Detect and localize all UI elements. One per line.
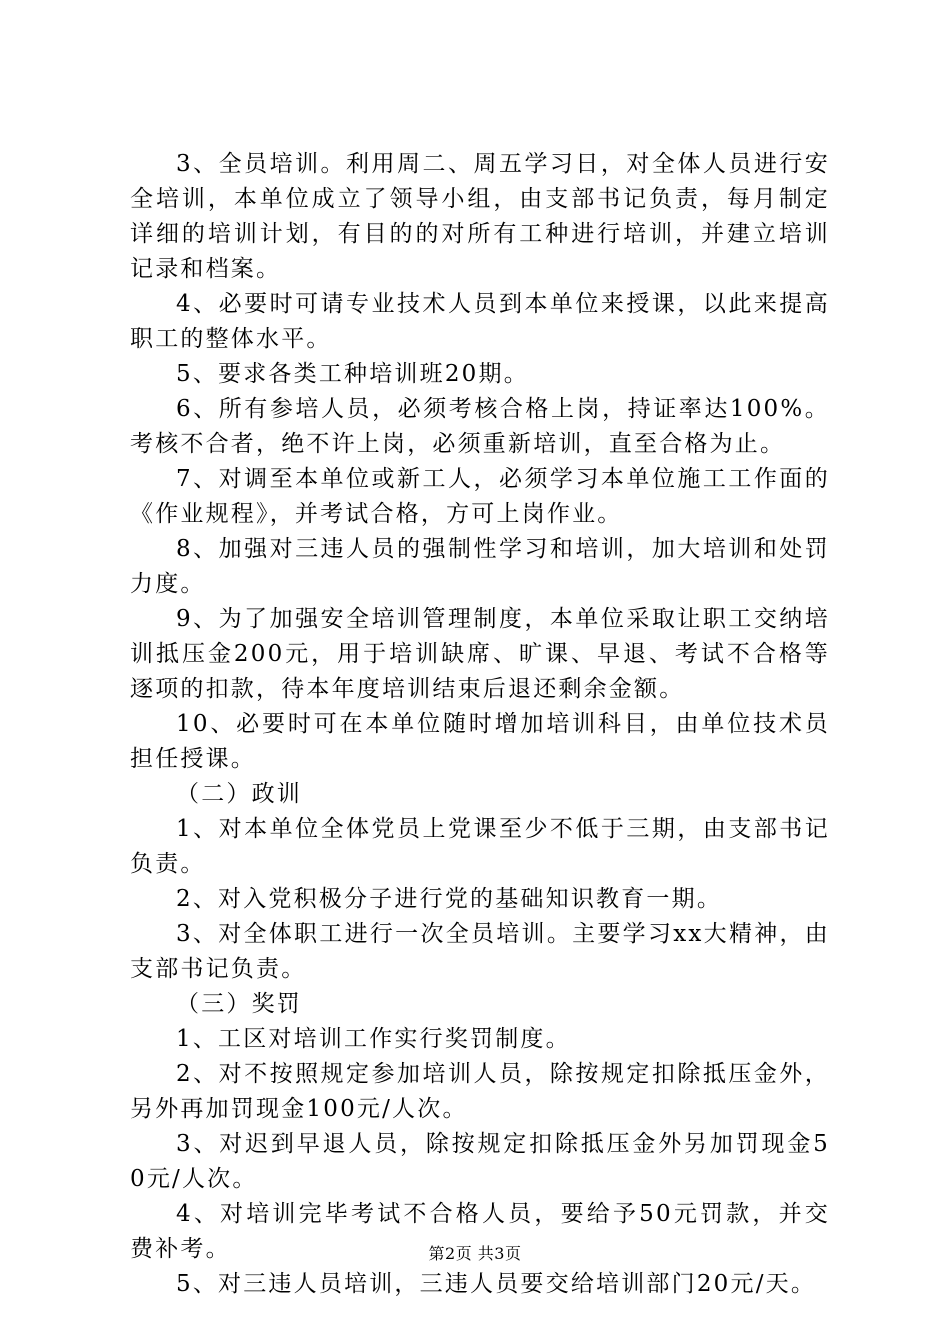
paragraph-training-7: 7、对调至本单位或新工人，必须学习本单位施工工作面的《作业规程》，并考试合格，方可上岗作业。	[130, 466, 830, 527]
paragraph-rewards-4: 4、对培训完毕考试不合格人员，要给予50元罚款，并交费补考。	[130, 1201, 830, 1262]
paragraph-training-9: 9、为了加强安全培训管理制度，本单位采取让职工交纳培训抵压金200元，用于培训缺席、旷课、早退、考试不合格等逐项的扣款，待本年度培训结束后退还剩余金额。	[130, 606, 830, 702]
section-heading-political-training: （二）政训	[176, 781, 302, 807]
document-body	[130, 147, 830, 1302]
paragraph-training-4: 4、必要时可请专业技术人员到本单位来授课，以此来提高职工的整体水平。	[130, 291, 830, 352]
paragraph-training-6: 6、所有参培人员，必须考核合格上岗，持证率达100%。考核不合者，绝不许上岗，必须重新培训，直至合格为止。	[130, 396, 830, 457]
paragraph-rewards-2: 2、对不按照规定参加培训人员，除按规定扣除抵压金外，另外再加罚现金100元/人次。	[130, 1061, 830, 1122]
paragraph-rewards-1: 1、工区对培训工作实行奖罚制度。	[176, 1026, 571, 1052]
paragraph-political-2: 2、对入党积极分子进行党的基础知识教育一期。	[176, 886, 723, 912]
paragraph-rewards-3: 3、对迟到早退人员，除按规定扣除抵压金外另加罚现金50元/人次。	[130, 1131, 830, 1192]
page-footer	[0, 1244, 950, 1264]
paragraph-training-3: 3、全员培训。利用周二、周五学习日，对全体人员进行安全培训，本单位成立了领导小组，由支部书记负责，每月制定详细的培训计划，有目的的对所有工种进行培训，并建立培训记录和档案。	[130, 151, 830, 282]
paragraph-political-1: 1、对本单位全体党员上党课至少不低于三期，由支部书记负责。	[130, 816, 830, 877]
paragraph-political-3: 3、对全体职工进行一次全员培训。主要学习xx大精神，由支部书记负责。	[130, 921, 830, 982]
paragraph-training-8: 8、加强对三违人员的强制性学习和培训，加大培训和处罚力度。	[130, 536, 830, 597]
section-heading-rewards-penalties: （三）奖罚	[176, 991, 302, 1017]
paragraph-training-10: 10、必要时可在本单位随时增加培训科目，由单位技术员担任授课。	[130, 711, 830, 772]
page-number-label: 第2页 共3页	[428, 1244, 522, 1263]
paragraph-training-5: 5、要求各类工种培训班20期。	[176, 361, 529, 387]
paragraph-rewards-5: 5、对三违人员培训，三违人员要交给培训部门20元/天。	[176, 1271, 817, 1297]
